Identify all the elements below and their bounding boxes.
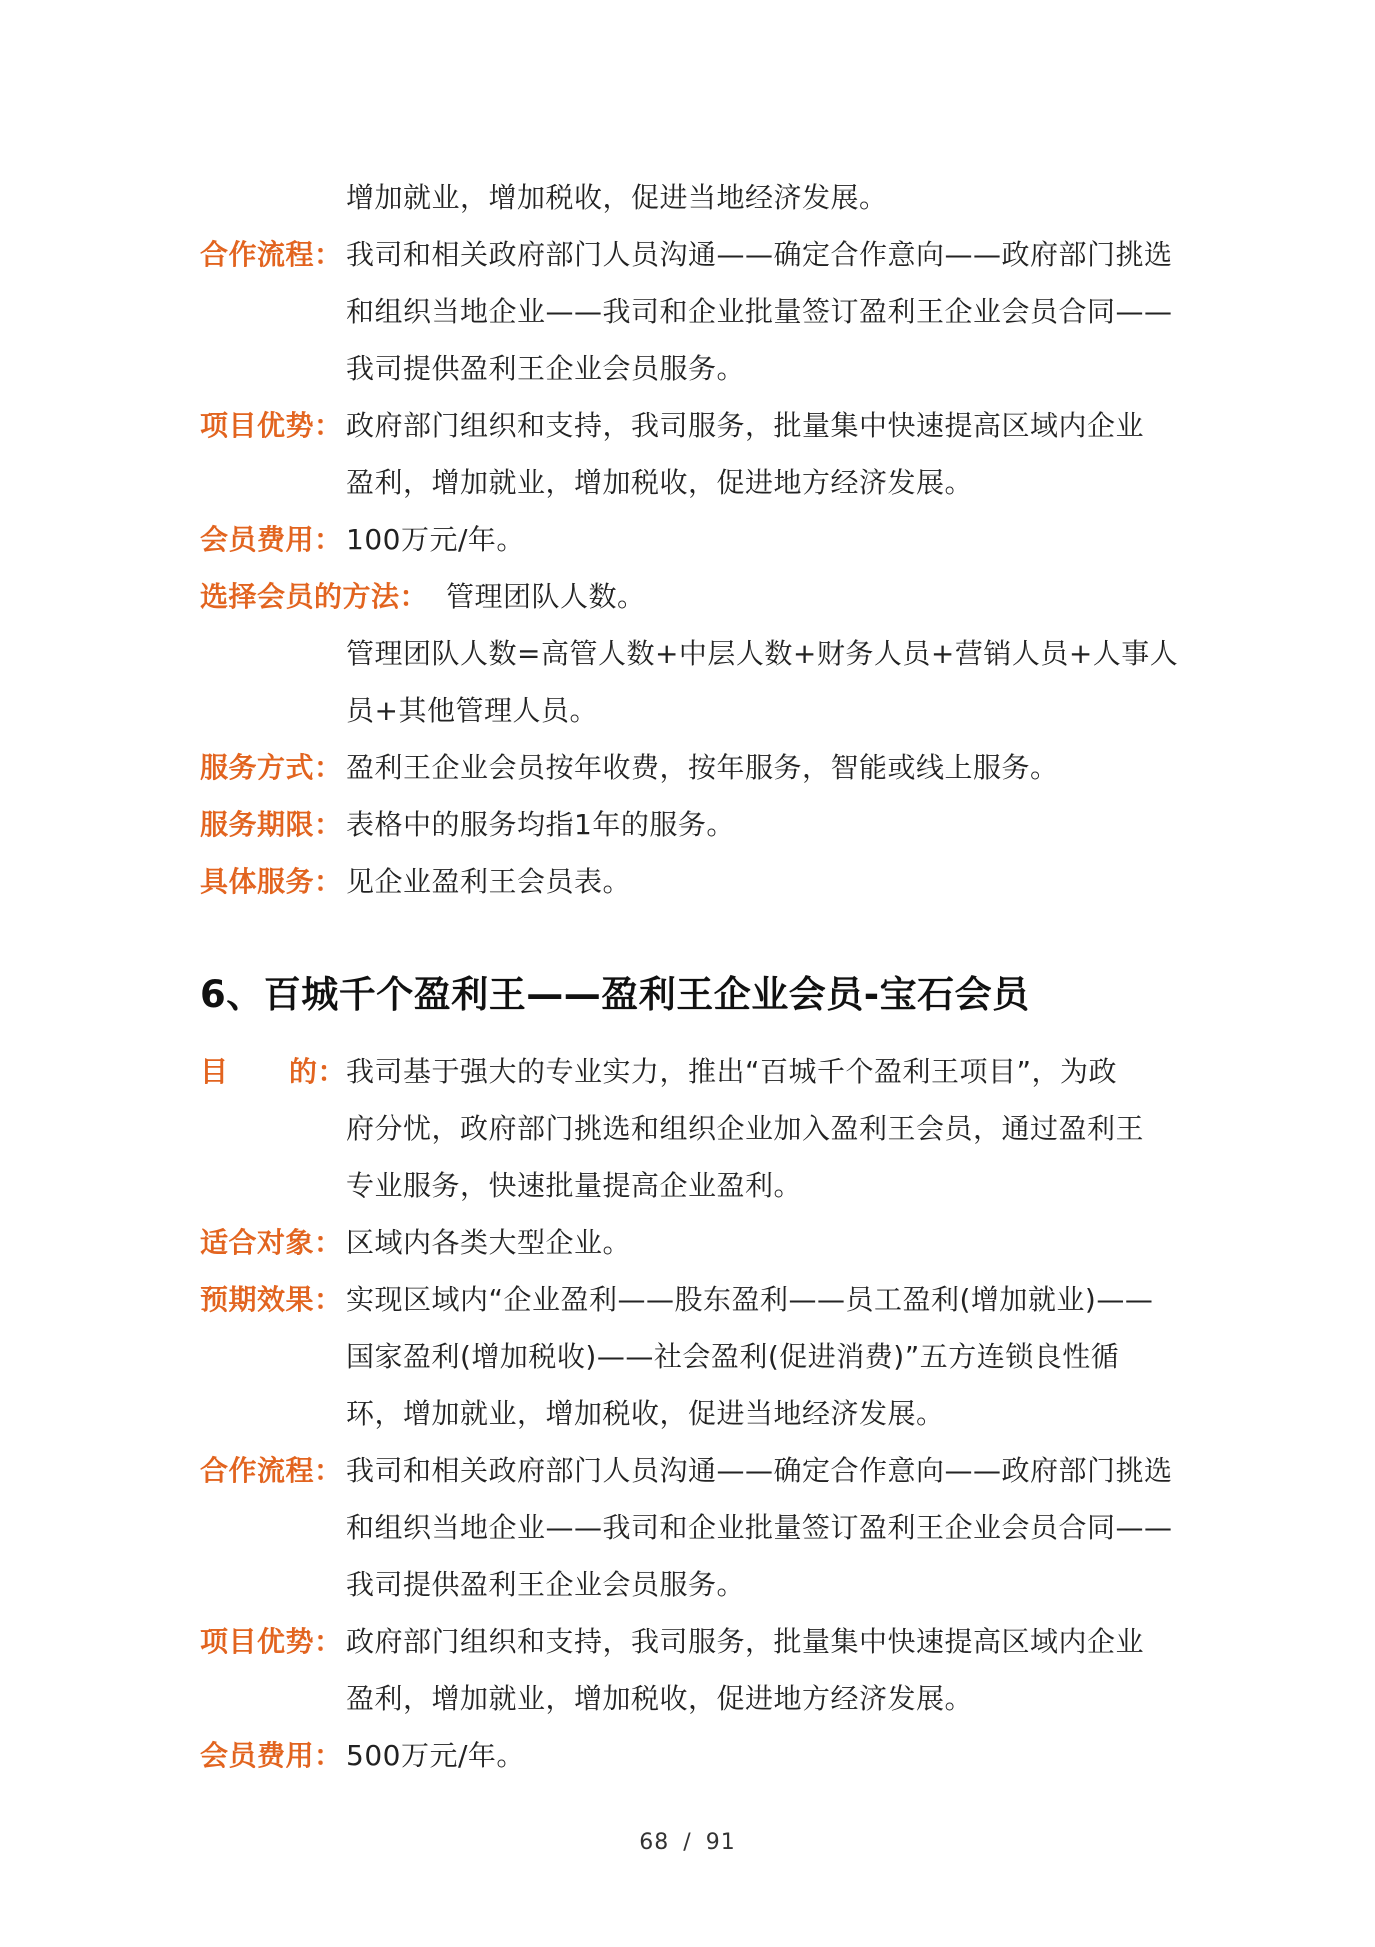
service-mode-row xyxy=(200,739,1190,796)
purpose-label-right: 的： xyxy=(288,1055,346,1088)
page-number xyxy=(0,1830,1375,1855)
process-label: 合作流程： xyxy=(200,238,343,271)
effect-label: 预期效果： xyxy=(200,1283,343,1316)
effect-line: 实现区域内“企业盈利——股东盈利——员工盈利(增加就业)—— xyxy=(346,1283,1154,1316)
advantage-value xyxy=(346,1613,1190,1727)
effect-row xyxy=(200,1271,1190,1442)
advantage-line: 政府部门组织和支持，我司服务，批量集中快速提高区域内企业 xyxy=(346,409,1145,442)
purpose-line: 府分忧，政府部门挑选和组织企业加入盈利王会员，通过盈利王 xyxy=(346,1112,1145,1145)
effect-line: 环，增加就业，增加税收，促进当地经济发展。 xyxy=(346,1397,945,1430)
advantage-line: 盈利，增加就业，增加税收，促进地方经济发展。 xyxy=(346,1682,974,1715)
process-line: 我司和相关政府部门人员沟通——确定合作意向——政府部门挑选 xyxy=(346,1454,1173,1487)
advantage-line: 盈利，增加就业，增加税收，促进地方经济发展。 xyxy=(346,466,974,499)
effect-line: 国家盈利(增加税收)——社会盈利(促进消费)”五方连锁良性循 xyxy=(346,1340,1120,1373)
method-cont-line: 员+其他管理人员。 xyxy=(346,694,598,727)
process-line: 和组织当地企业——我司和企业批量签订盈利王企业会员合同—— xyxy=(346,1511,1173,1544)
method-label: 选择会员的方法： xyxy=(200,580,429,613)
section5-tail xyxy=(200,169,1190,910)
service-mode-label: 服务方式： xyxy=(200,751,343,784)
fee-label: 会员费用： xyxy=(200,1739,343,1772)
current-page: 68 xyxy=(639,1830,670,1855)
specific-service-label: 具体服务： xyxy=(200,865,343,898)
service-period-value: 表格中的服务均指1年的服务。 xyxy=(346,808,735,841)
purpose-label-left: 目 xyxy=(200,1055,229,1088)
advantage-label: 项目优势： xyxy=(200,1625,343,1658)
advantage-label: 项目优势： xyxy=(200,409,343,442)
advantage-row xyxy=(200,397,1190,511)
effect-value xyxy=(346,1271,1190,1442)
section6-heading: 6、百城千个盈利王——盈利王企业会员-宝石会员 xyxy=(200,973,1030,1016)
advantage-line: 政府部门组织和支持，我司服务，批量集中快速提高区域内企业 xyxy=(346,1625,1145,1658)
service-period-label: 服务期限： xyxy=(200,808,343,841)
target-label: 适合对象： xyxy=(200,1226,343,1259)
process-row xyxy=(200,1442,1190,1613)
process-value xyxy=(346,1442,1190,1613)
advantage-row xyxy=(200,1613,1190,1727)
section6-body xyxy=(200,1043,1190,1784)
fee-row xyxy=(200,511,1190,568)
service-period-row xyxy=(200,796,1190,853)
method-value: 管理团队人数。 xyxy=(446,580,646,613)
fee-label: 会员费用： xyxy=(200,523,343,556)
target-value: 区域内各类大型企业。 xyxy=(346,1226,632,1259)
process-line: 我司提供盈利王企业会员服务。 xyxy=(346,352,746,385)
method-cont-line: 管理团队人数=高管人数+中层人数+财务人员+营销人员+人事人 xyxy=(346,637,1179,670)
fee-row xyxy=(200,1727,1190,1784)
fee-value: 500万元/年。 xyxy=(346,1739,525,1772)
fee-value: 100万元/年。 xyxy=(346,523,525,556)
service-mode-value: 盈利王企业会员按年收费，按年服务，智能或线上服务。 xyxy=(346,751,1059,784)
process-line: 和组织当地企业——我司和企业批量签订盈利王企业会员合同—— xyxy=(346,295,1173,328)
method-row xyxy=(200,568,1190,625)
specific-service-row xyxy=(200,853,1190,910)
process-line: 我司提供盈利王企业会员服务。 xyxy=(346,1568,746,1601)
total-pages: 91 xyxy=(705,1830,736,1855)
purpose-value xyxy=(346,1043,1190,1214)
process-label: 合作流程： xyxy=(200,1454,343,1487)
purpose-line: 专业服务，快速批量提高企业盈利。 xyxy=(346,1169,803,1202)
process-row xyxy=(200,226,1190,397)
purpose-label xyxy=(200,1043,346,1100)
specific-service-value: 见企业盈利王会员表。 xyxy=(346,865,632,898)
continuation-line: 增加就业，增加税收，促进当地经济发展。 xyxy=(346,181,888,214)
process-value xyxy=(346,226,1190,397)
purpose-row xyxy=(200,1043,1190,1214)
target-row xyxy=(200,1214,1190,1271)
page-separator: / xyxy=(683,1830,692,1855)
advantage-value xyxy=(346,397,1190,511)
process-line: 我司和相关政府部门人员沟通——确定合作意向——政府部门挑选 xyxy=(346,238,1173,271)
purpose-line: 我司基于强大的专业实力，推出“百城千个盈利王项目”，为政 xyxy=(346,1055,1118,1088)
